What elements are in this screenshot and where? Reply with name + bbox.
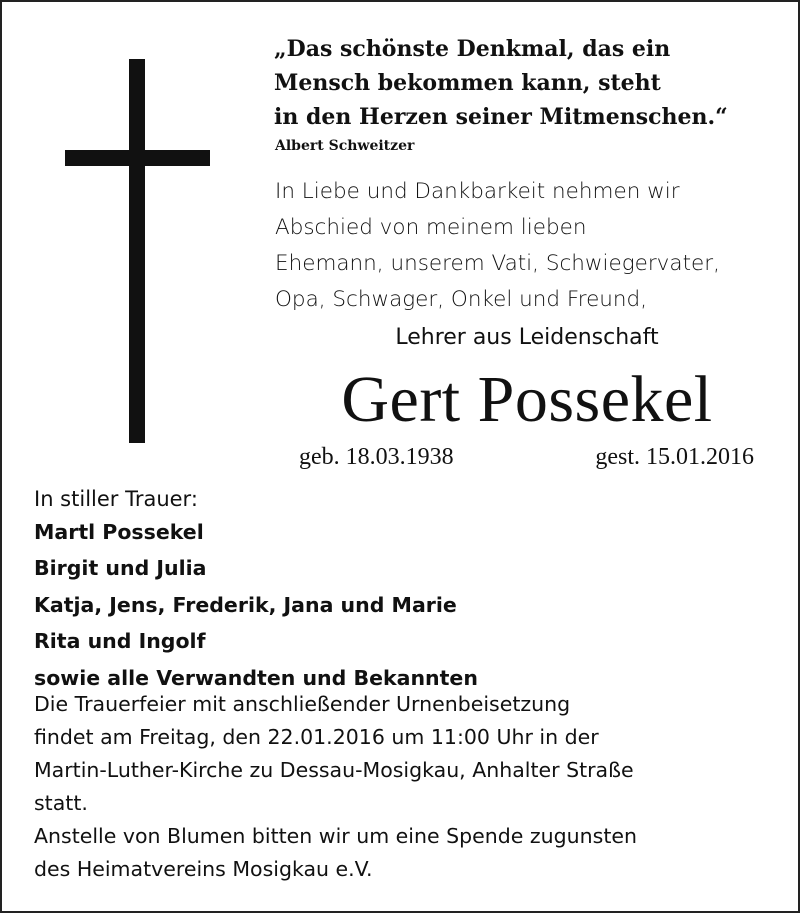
life-dates <box>299 440 754 474</box>
mourners-list <box>34 514 774 696</box>
quote <box>274 32 774 134</box>
quote-author: Albert Schweitzer <box>275 138 415 154</box>
cross-icon-bar <box>65 150 210 166</box>
mourner-name: Rita und Ingolf <box>34 629 206 654</box>
intro-text <box>275 174 790 318</box>
intro-line: In Liebe und Dankbarkeit nehmen wir <box>275 179 680 204</box>
funeral-line: des Heimatvereins Mosigkau e.V. <box>34 857 373 881</box>
mourner-name: Birgit und Julia <box>34 556 207 581</box>
birth-date: geb. 18.03.1938 <box>299 444 454 470</box>
deceased-name: Gert Possekel <box>341 363 713 436</box>
funeral-line: Martin-Luther-Kirche zu Dessau-Mosigkau, Anhalter Straße <box>34 758 634 782</box>
funeral-info <box>34 688 794 886</box>
cross-icon <box>129 59 145 443</box>
death-date: gest. 15.01.2016 <box>595 444 754 470</box>
intro-line: Opa, Schwager, Onkel und Freund, <box>275 287 648 312</box>
intro-line: Abschied von meinem lieben <box>275 215 587 240</box>
quote-line: „Das schönste Denkmal, das ein <box>274 36 671 62</box>
deceased-subtitle: Lehrer aus Leidenschaft <box>395 325 659 350</box>
intro-line: Ehemann, unserem Vati, Schwiegervater, <box>275 251 720 276</box>
quote-line: Mensch bekommen kann, steht <box>274 70 661 96</box>
funeral-line: findet am Freitag, den 22.01.2016 um 11:00 Uhr in der <box>34 725 599 749</box>
funeral-line: statt. <box>34 791 88 815</box>
funeral-line: Anstelle von Blumen bitten wir um eine Spende zugunsten <box>34 824 637 848</box>
mourning-label: In stiller Trauer: <box>34 487 198 511</box>
mourner-name: Katja, Jens, Frederik, Jana und Marie <box>34 592 457 617</box>
mourner-name: Martl Possekel <box>34 520 204 544</box>
funeral-line: Die Trauerfeier mit anschließender Urnenbeisetzung <box>34 692 571 716</box>
quote-line: in den Herzen seiner Mitmenschen.“ <box>274 104 728 130</box>
mourner-name: sowie alle Verwandten und Bekannten <box>34 665 478 690</box>
